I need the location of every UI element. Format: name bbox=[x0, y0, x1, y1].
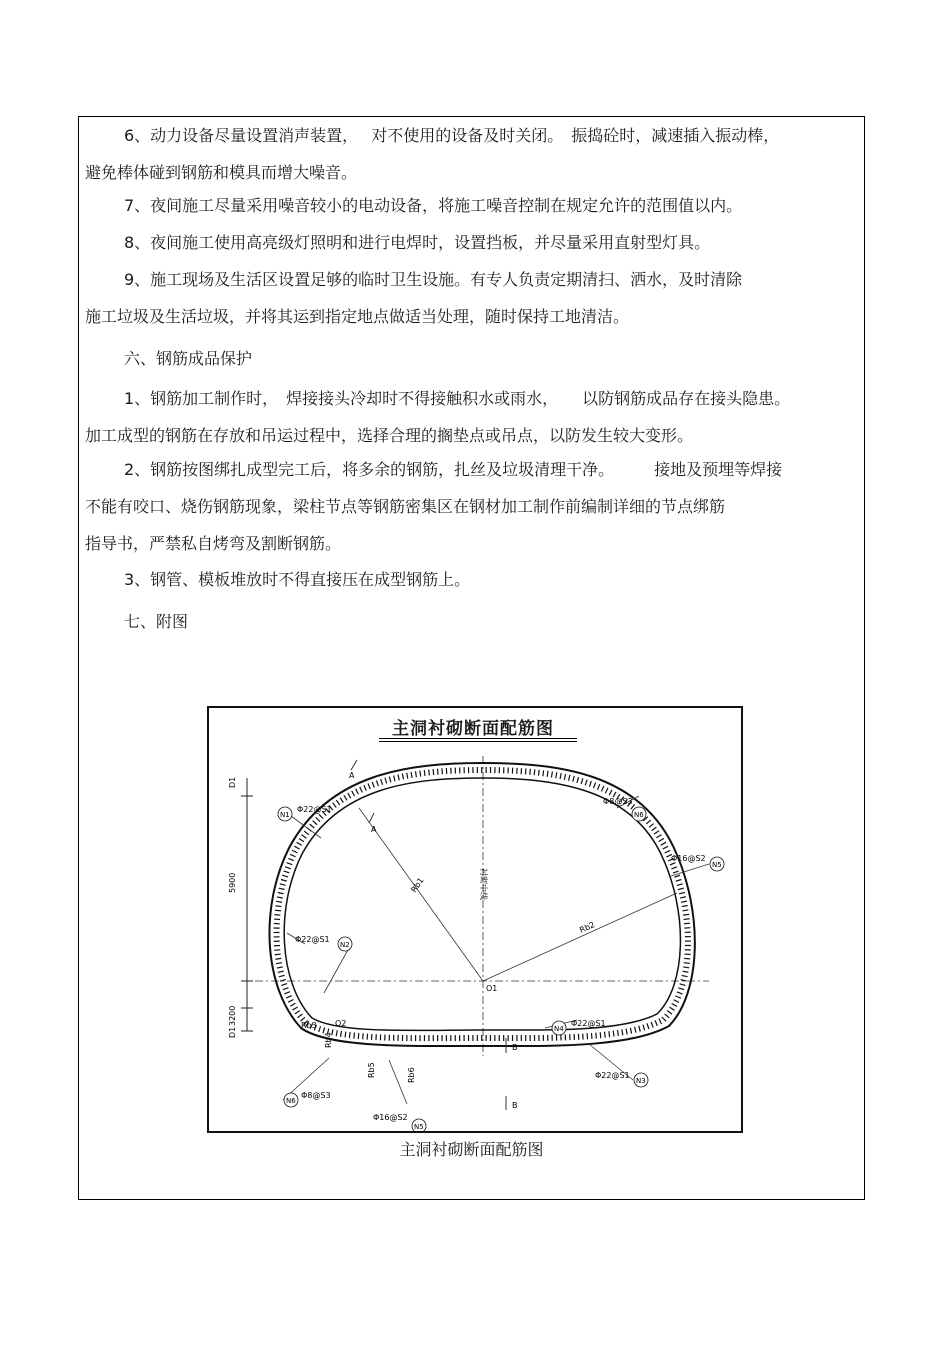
paragraph-6 bbox=[79, 117, 864, 191]
marker-b-top: B bbox=[512, 1043, 518, 1052]
text-line: 避免棒体碰到钢筋和模具而增大噪音。 bbox=[85, 163, 358, 182]
callout-n2-spec: Φ22@S1 bbox=[295, 935, 330, 944]
paragraph-9 bbox=[79, 261, 864, 335]
figure-title: 主洞衬砌断面配筋图 bbox=[392, 719, 554, 739]
text-line: 1、钢筋加工制作时， 焊接接头冷却时不得接触积水或雨水， 以防钢筋成品存在接头隐患。 bbox=[124, 389, 791, 408]
label-rb4: Rb4 bbox=[324, 1032, 333, 1048]
label-rb3: Rb3 bbox=[301, 1021, 317, 1030]
dimension-lines bbox=[241, 778, 253, 1031]
figure-caption: 主洞衬砌断面配筋图 bbox=[399, 1140, 544, 1159]
callout-n5-spec: Φ16@S2 bbox=[671, 854, 706, 863]
text-line: 3、钢管、模板堆放时不得直接压在成型钢筋上。 bbox=[124, 570, 471, 589]
marker-a-top: A bbox=[349, 771, 355, 780]
paragraph-s6-2 bbox=[79, 451, 864, 562]
callout-n2: N2 bbox=[340, 941, 350, 949]
callout-n6b: N6 bbox=[286, 1097, 296, 1105]
paragraph-8 bbox=[79, 224, 864, 261]
rebar-ring-hatching bbox=[277, 770, 688, 1038]
heading-line: 六、钢筋成品保护 bbox=[124, 349, 253, 368]
tunnel-drawing bbox=[209, 708, 741, 1131]
text-line: 8、夜间施工使用高亮级灯照明和进行电焊时，设置挡板，并尽量采用直射型灯具。 bbox=[124, 233, 711, 252]
callout-n4-spec: Φ22@S1 bbox=[571, 1019, 606, 1028]
heading-line: 七、附图 bbox=[124, 612, 189, 631]
label-o2: O2 bbox=[335, 1019, 347, 1028]
text-line: 9、施工现场及生活区设置足够的临时卫生设施。有专人负责定期清扫、洒水，及时清除 bbox=[124, 270, 743, 289]
callout-n4: N4 bbox=[554, 1025, 564, 1033]
callout-n6b-spec: Φ8@S3 bbox=[301, 1091, 331, 1100]
dim-5900: 5900 bbox=[228, 872, 237, 893]
paragraph-7 bbox=[79, 187, 864, 224]
callout-n6: N6 bbox=[634, 811, 644, 819]
dim-d1-top: D1 bbox=[228, 776, 237, 788]
text-line: 指导书，严禁私自烤弯及割断钢筋。 bbox=[85, 534, 342, 553]
document-frame bbox=[78, 116, 865, 1200]
callout-n1: N1 bbox=[280, 811, 290, 819]
callout-n6-spec: Φ8@S3 bbox=[603, 797, 633, 806]
callout-n5b: N5 bbox=[414, 1123, 424, 1131]
text-line: 不能有咬口、烧伤钢筋现象，梁柱节点等钢筋密集区在钢材加工制作前编制详细的节点绑筋 bbox=[85, 497, 726, 516]
callout-n3: N3 bbox=[636, 1077, 646, 1085]
radius-lines bbox=[324, 808, 677, 993]
callout-n5: N5 bbox=[712, 861, 722, 869]
center-line-label: 衬砌中线 bbox=[479, 868, 488, 900]
lining-inner-outline bbox=[284, 778, 680, 1030]
label-rb6: Rb6 bbox=[407, 1067, 416, 1083]
text-line: 加工成型的钢筋在存放和吊运过程中，选择合理的搁垫点或吊点，以防发生较大变形。 bbox=[85, 426, 694, 445]
section-heading-6 bbox=[79, 340, 864, 377]
label-o1: O1 bbox=[486, 984, 498, 993]
label-rb1: Rb1 bbox=[409, 876, 426, 895]
label-rb5: Rb5 bbox=[367, 1062, 376, 1078]
dim-3200: 3200 bbox=[228, 1005, 237, 1026]
section-heading-7 bbox=[79, 603, 864, 640]
marker-b-bot: B bbox=[512, 1101, 518, 1110]
callout-circles bbox=[278, 807, 724, 1131]
text-line: 2、钢筋按图绑扎成型完工后，将多余的钢筋，扎丝及垃圾清理干净。 接地及预埋等焊接 bbox=[124, 460, 783, 479]
tunnel-section-figure bbox=[207, 706, 743, 1133]
text-line: 施工垃圾及生活垃圾，并将其运到指定地点做适当处理，随时保持工地清洁。 bbox=[85, 307, 630, 326]
center-lines bbox=[255, 756, 709, 1056]
paragraph-s6-3 bbox=[79, 561, 864, 598]
callout-n1-spec: Φ22@S1 bbox=[297, 805, 332, 814]
label-rb2: Rb2 bbox=[578, 920, 597, 935]
callout-n5b-spec: Φ16@S2 bbox=[373, 1113, 408, 1122]
text-line: 7、夜间施工尽量采用噪音较小的电动设备，将施工噪音控制在规定允许的范围值以内。 bbox=[124, 196, 743, 215]
marker-a-bot: A bbox=[371, 825, 377, 834]
dim-d1-bot: D1 bbox=[228, 1026, 237, 1038]
paragraph-s6-1 bbox=[79, 380, 864, 454]
figure-title-underline bbox=[379, 738, 577, 742]
callout-n3-spec: Φ22@S1 bbox=[595, 1071, 630, 1080]
text-line: 6、动力设备尽量设置消声装置， 对不使用的设备及时关闭。 振捣砼时，减速插入振动棒， bbox=[124, 126, 780, 145]
